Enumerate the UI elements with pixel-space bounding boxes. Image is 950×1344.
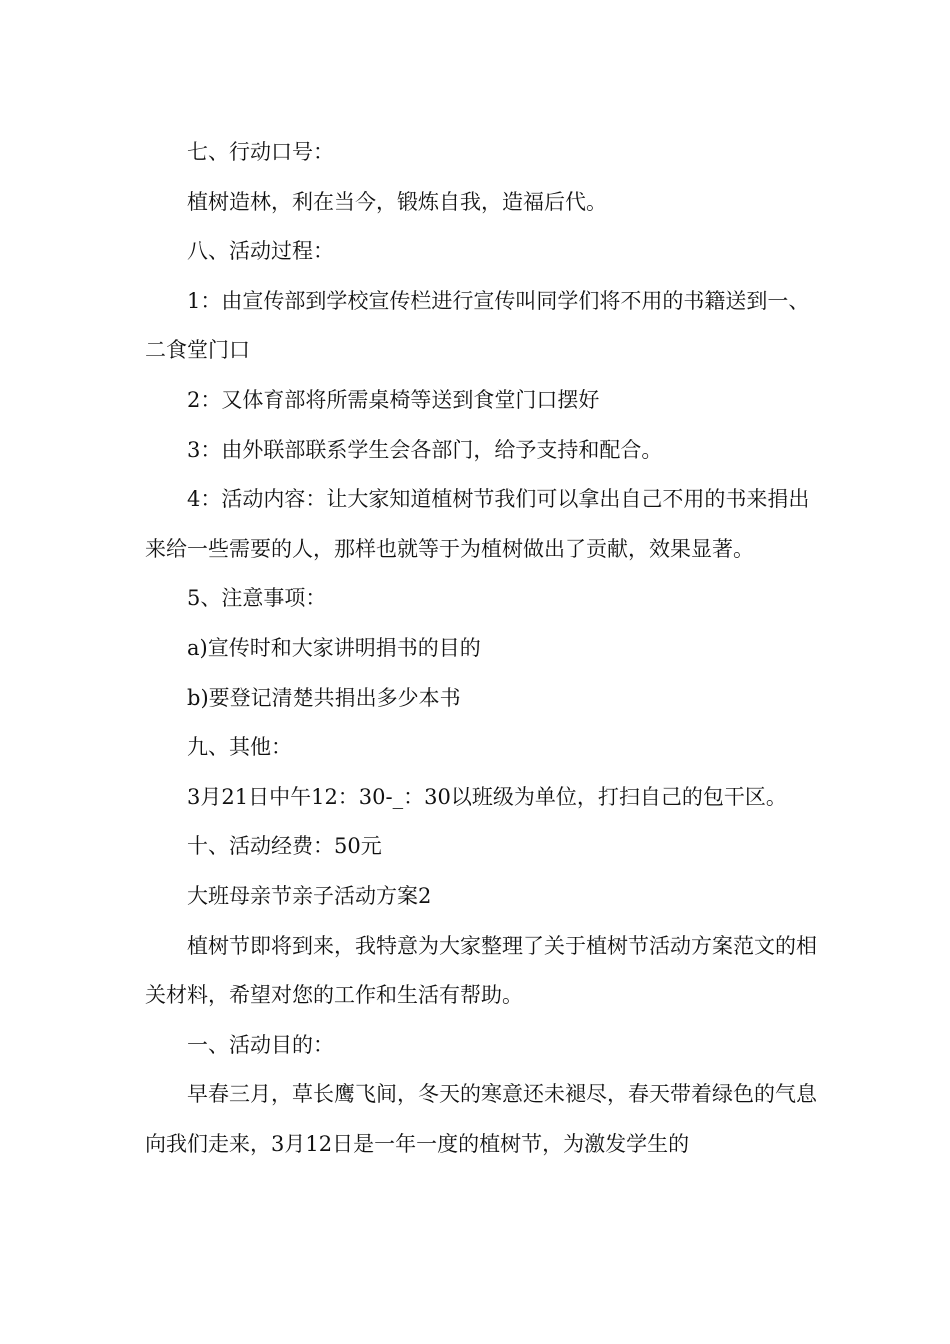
section-heading-purpose: 一、活动目的： [187, 1032, 334, 1057]
paragraph-process-1: 1：由宣传部到学校宣传栏进行宣传叫同学们将不用的书籍送到一、二食堂门口 [145, 288, 810, 363]
document-page [145, 128, 817, 1169]
paragraph-note-a: a)宣传时和大家讲明捐书的目的 [187, 635, 481, 660]
paragraph-process-3: 3：由外联部联系学生会各部门，给予支持和配合。 [187, 437, 663, 462]
paragraph-slogan: 植树造林，利在当今，锻炼自我，造福后代。 [187, 189, 607, 214]
paragraph-process-4: 4：活动内容：让大家知道植树节我们可以拿出自己不用的书来捐出来给一些需要的人，那样也就等于为植树做出了贡献，效果显著。 [145, 487, 810, 561]
paragraph-note-b: b)要登记清楚共捐出多少本书 [187, 685, 461, 710]
section-heading-process: 八、活动过程： [187, 239, 334, 264]
paragraph-process-2: 2：又体育部将所需桌椅等送到食堂门口摆好 [187, 387, 600, 412]
section-heading-slogan: 七、行动口号： [187, 140, 334, 164]
paragraph-purpose: 早春三月，草长鹰飞间，冬天的寒意还未褪尽，春天带着绿色的气息向我们走来，3月12日是一年一度的植树节，为激发学生的 [145, 1082, 817, 1156]
section-heading-other: 九、其他： [187, 735, 292, 760]
document-subtitle: 大班母亲节亲子活动方案2 [187, 883, 432, 908]
section-heading-budget: 十、活动经费：50元 [187, 834, 382, 859]
paragraph-other: 3月21日中午12：30-_：30以班级为单位，打扫自己的包干区。 [187, 784, 787, 809]
paragraph-intro: 植树节即将到来，我特意为大家整理了关于植树节活动方案范文的相关材料，希望对您的工作和生活有帮助。 [145, 933, 817, 1008]
section-heading-notes: 5、注意事项： [187, 586, 327, 611]
